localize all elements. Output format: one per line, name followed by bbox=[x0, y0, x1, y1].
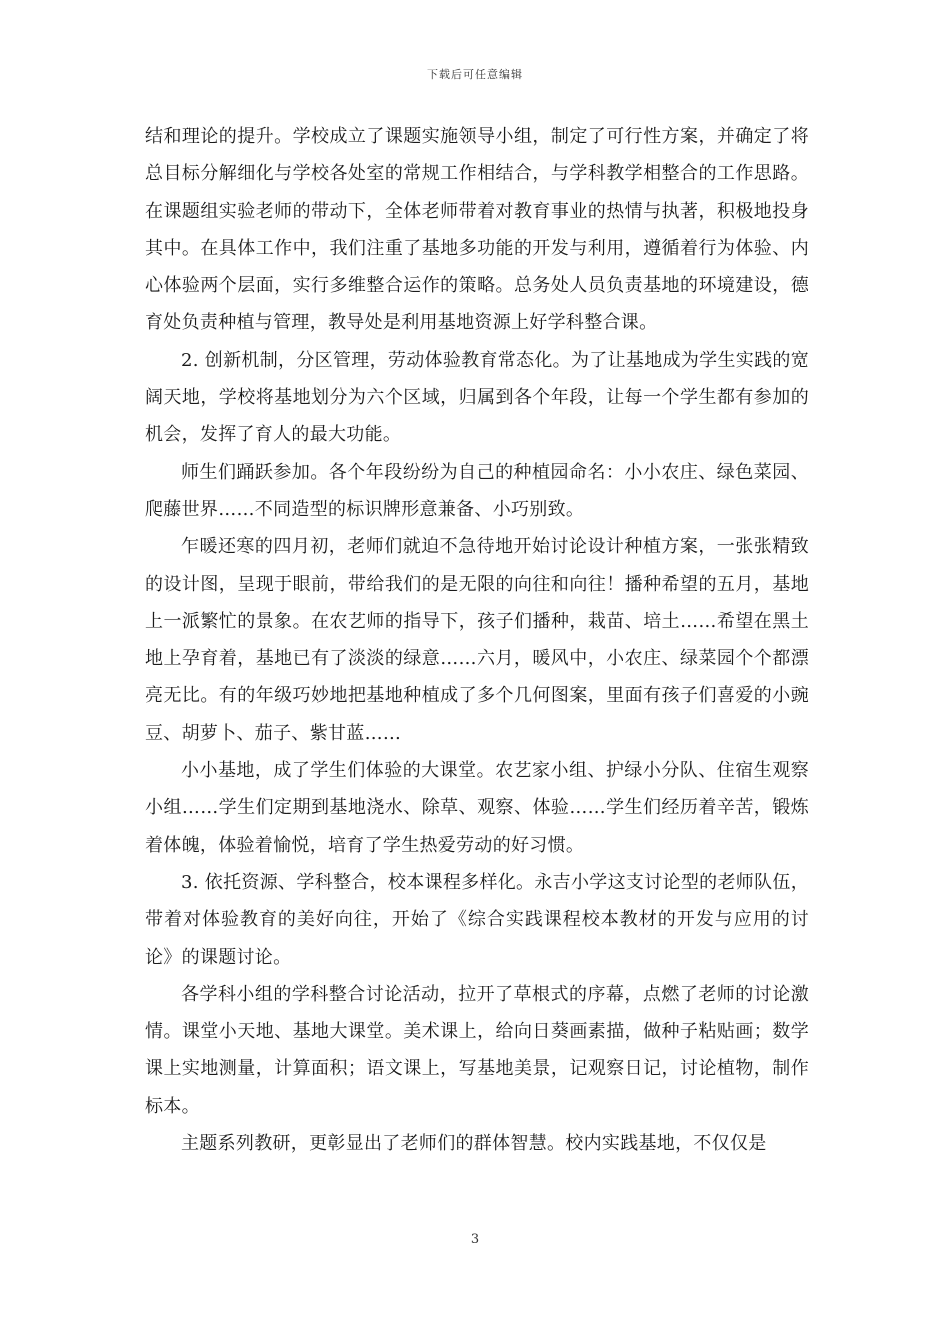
paragraph: 各学科小组的学科整合讨论活动，拉开了草根式的序幕，点燃了老师的讨论激情。课堂小天地、基地大课堂。美术课上，给向日葵画素描，做种子粘贴画；数学课上实地测量，计算面积；语文课上，写基地美景，记观察日记，讨论植物，制作标本。 bbox=[145, 983, 809, 1117]
document-body bbox=[145, 118, 809, 1162]
paragraph-section-2: 2. 创新机制，分区管理，劳动体验教育常态化。为了让基地成为学生实践的宽阔天地，学校将基地划分为六个区域，归属到各个年段，让每一个学生都有参加的机会，发挥了育人的最大功能。 bbox=[145, 349, 809, 446]
paragraph: 乍暖还寒的四月初，老师们就迫不急待地开始讨论设计种植方案，一张张精致的设计图，呈现于眼前，带给我们的是无限的向往和向往！播种希望的五月，基地上一派繁忙的景象。在农艺师的指导下，孩子们播种，栽苗、培土……希望在黑土地上孕育着，基地已有了淡淡的绿意……六月，暖风中，小农庄、绿菜园个个都漂亮无比。有的年级巧妙地把基地种植成了多个几何图案，里面有孩子们喜爱的小豌豆、胡萝卜、茄子、紫甘蓝…… bbox=[145, 536, 809, 744]
page-number: 3 bbox=[470, 1232, 480, 1247]
paragraph-section-3: 3. 依托资源、学科整合，校本课程多样化。永吉小学这支讨论型的老师队伍，带着对体验教育的美好向往，开始了《综合实践课程校本教材的开发与应用的讨论》的课题讨论。 bbox=[145, 871, 809, 968]
paragraph: 主题系列教研，更彰显出了老师们的群体智慧。校内实践基地，不仅仅是 bbox=[181, 1133, 767, 1155]
page-header: 下载后可任意编辑 bbox=[427, 68, 523, 81]
paragraph: 小小基地，成了学生们体验的大课堂。农艺家小组、护绿小分队、住宿生观察小组……学生们定期到基地浇水、除草、观察、体验……学生们经历着辛苦，锻炼着体魄，体验着愉悦，培育了学生热爱劳动的好习惯。 bbox=[145, 760, 809, 856]
paragraph: 师生们踊跃参加。各个年段纷纷为自己的种植园命名：小小农庄、绿色菜园、爬藤世界……不同造型的标识牌形意兼备、小巧别致。 bbox=[145, 461, 809, 520]
paragraph-continued: 结和理论的提升。学校成立了课题实施领导小组，制定了可行性方案，并确定了将总目标分解细化与学校各处室的常规工作相结合，与学科教学相整合的工作思路。在课题组实验老师的带动下，全体老师带着对教育事业的热情与执著，积极地投身其中。在具体工作中，我们注重了基地多功能的开发与利用，遵循着行为体验、内心体验两个层面，实行多维整合运作的策略。总务处人员负责基地的环境建设，德育处负责种植与管理，教导处是利用基地资源上好学科整合课。 bbox=[145, 126, 809, 334]
